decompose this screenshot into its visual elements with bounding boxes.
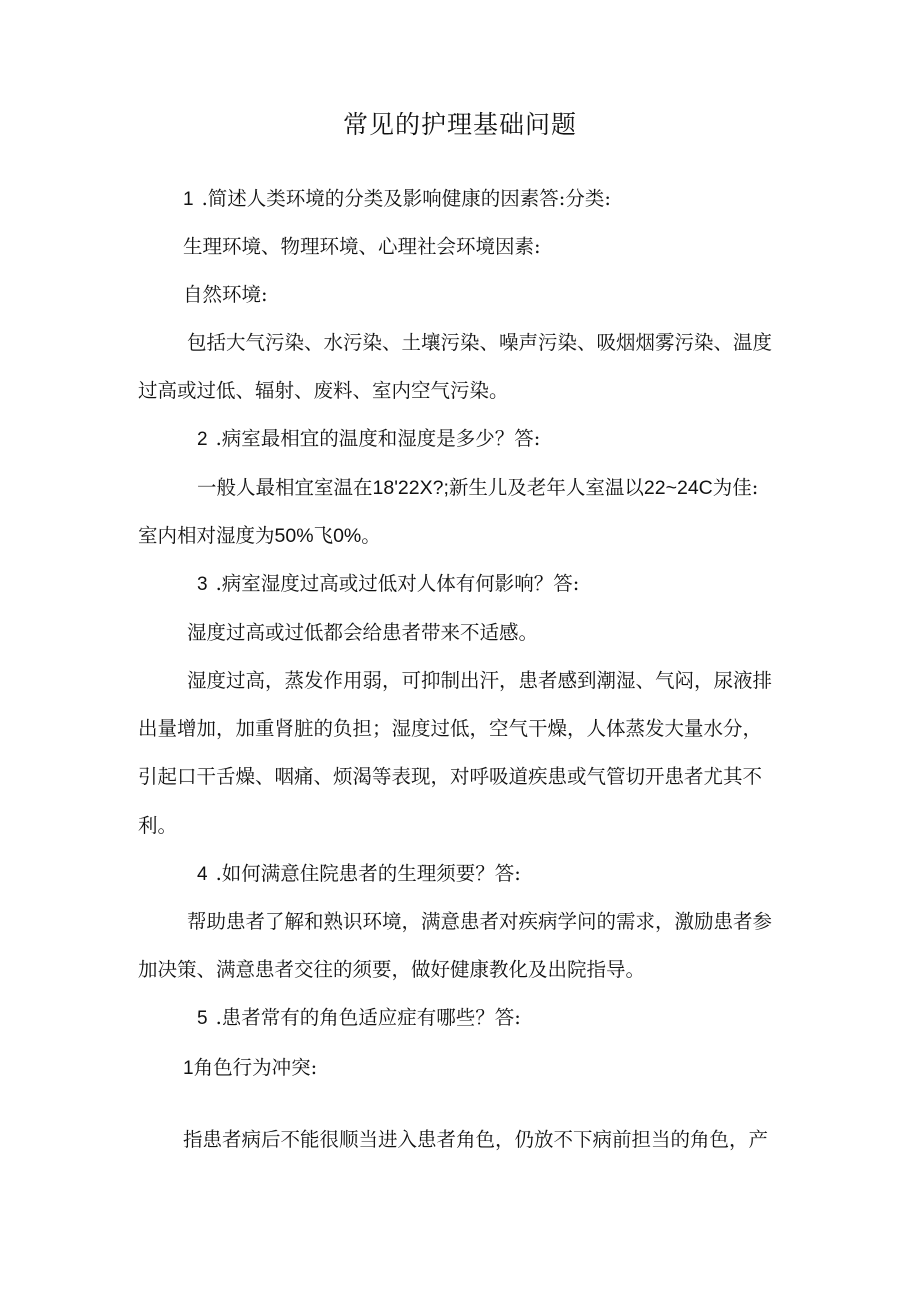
answer-text: 。 [361, 524, 381, 547]
humidity-value: 0% [333, 525, 362, 547]
question-text: .患者常有的角色适应症有哪些？答: [215, 1006, 521, 1029]
document-title: 常见的护理基础问题 [342, 110, 577, 139]
sub-item [183, 1053, 317, 1084]
question-number: 1 [183, 189, 194, 210]
answer-text: 一般人最相宜室温在 [197, 476, 373, 499]
sub-item-text: 角色行为冲突: [193, 1056, 318, 1079]
answer-text: 新生儿及老年人室温以 [448, 476, 644, 499]
paragraph-line: 利。 [138, 814, 178, 837]
paragraph-line: 帮助患者了解和熟识环境，满意患者对疾病学问的需求，激励患者参 [187, 910, 773, 933]
answer-line [197, 473, 758, 503]
paragraph-line: 出量增加，加重肾脏的负担；湿度过低，空气干燥，人体蒸发大量水分， [138, 717, 763, 740]
question-number: 5 [197, 1008, 208, 1029]
paragraph-line: 包括大气污染、水污染、土壤污染、噪声污染、吸烟烟雾污染、温度 [187, 331, 773, 354]
paragraph-line: 自然环境: [183, 283, 268, 306]
paragraph-line: 生理环境、物理环境、心理社会环境因素: [183, 235, 541, 258]
question-number: 3 [197, 574, 208, 595]
paragraph-line: 加决策、满意患者交往的须要，做好健康教化及出院指导。 [138, 958, 646, 981]
paragraph-line: 引起口干舌燥、咽痛、烦渴等表现，对呼吸道疾患或气管切开患者尤其不 [138, 765, 763, 788]
question-number: 4 [197, 864, 208, 885]
answer-text: 室内相对湿度为 [138, 524, 275, 547]
temperature-value: 18'22X?; [372, 477, 449, 499]
question-text: .简述人类环境的分类及影响健康的因素答:分类: [201, 187, 611, 210]
paragraph-line: 过高或过低、辐射、废料、室内空气污染。 [138, 379, 509, 402]
answer-line [138, 521, 381, 551]
question-4 [197, 859, 521, 890]
question-number: 2 [197, 429, 208, 450]
question-5 [197, 1003, 521, 1034]
temperature-value: 22~24C [643, 477, 713, 499]
paragraph-line: 湿度过高，蒸发作用弱，可抑制出汗，患者感到潮湿、气闷，尿液排 [187, 669, 773, 692]
sub-item-number: 1 [183, 1058, 194, 1079]
question-text: .如何满意住院患者的生理须要？答: [215, 862, 521, 885]
question-text: .病室湿度过高或过低对人体有何影响？答: [215, 572, 580, 595]
question-2 [197, 424, 540, 455]
paragraph-line: 湿度过高或过低都会给患者带来不适感。 [187, 621, 539, 644]
question-1 [183, 184, 611, 215]
question-text: .病室最相宜的温度和湿度是多少？答: [215, 427, 541, 450]
paragraph-line: 指患者病后不能很顺当进入患者角色，仍放不下病前担当的角色，产 [183, 1128, 769, 1151]
humidity-value: 50% [274, 525, 314, 547]
answer-text: 飞 [313, 524, 334, 547]
question-3 [197, 569, 579, 600]
answer-text: 为佳: [712, 476, 759, 499]
